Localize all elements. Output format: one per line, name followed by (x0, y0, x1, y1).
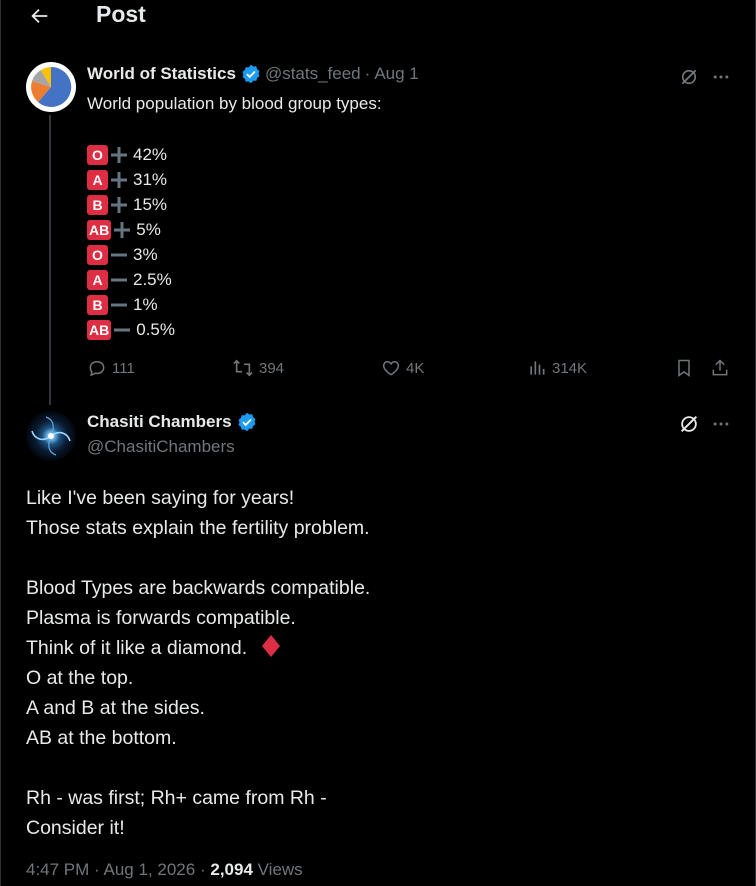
blood-type-list (87, 142, 175, 342)
timestamp-date[interactable]: Aug 1, 2026 (103, 860, 196, 879)
grok-icon (678, 413, 700, 435)
blood-type-badge: A (87, 270, 108, 290)
share-button[interactable] (710, 358, 730, 378)
heavy-plus-icon (108, 196, 130, 214)
reply-button[interactable] (87, 358, 135, 378)
thread-line (49, 115, 51, 405)
more-icon (711, 414, 731, 434)
blood-type-percent: 1% (133, 294, 158, 314)
tweet1-author-name[interactable]: World of Statistics (87, 64, 236, 83)
tweet2-author-name[interactable]: Chasiti Chambers (87, 412, 232, 431)
blood-type-badge: O (87, 145, 108, 165)
grok-button[interactable] (677, 412, 701, 436)
bookmark-button[interactable] (674, 358, 694, 378)
tweet2-text (26, 483, 726, 843)
blood-type-row (87, 242, 175, 267)
tweet2-header (87, 412, 261, 432)
tweet1-date[interactable]: Aug 1 (374, 64, 419, 83)
like-count: 4K (406, 359, 425, 377)
tweet1-handle[interactable]: @stats_feed (264, 64, 361, 83)
timestamp-time[interactable]: 4:47 PM (26, 860, 90, 879)
tweet1-action-bar (87, 358, 737, 380)
tweet1-header (87, 64, 419, 84)
like-button[interactable] (381, 358, 424, 378)
tweet2-timestamp (26, 860, 303, 880)
reply-icon (87, 358, 107, 378)
blood-type-percent: 15% (133, 194, 168, 214)
tweet-text-line: O at the top. (26, 667, 134, 689)
heavy-minus-icon (111, 321, 133, 339)
pie-chart-avatar-icon (29, 65, 73, 109)
reply-count: 111 (112, 359, 135, 377)
tweet-text-line: Blood Types are backwards compatible. (26, 577, 371, 599)
blood-type-percent: 31% (133, 169, 168, 189)
tweet2-handle[interactable]: @ChasitiChambers (87, 437, 235, 456)
blood-type-badge: A (87, 170, 108, 190)
repost-count: 394 (259, 359, 285, 377)
blood-type-row (87, 217, 175, 242)
heavy-minus-icon (108, 246, 130, 264)
blood-type-row (87, 292, 175, 317)
views-icon (527, 358, 547, 378)
blood-type-row (87, 142, 175, 167)
blood-type-badge: O (87, 245, 108, 265)
grok-button[interactable] (677, 65, 701, 89)
blood-type-row (87, 167, 175, 192)
tweet-text-line: AB at the bottom. (26, 727, 177, 749)
verified-badge-icon (237, 412, 257, 432)
tweet-text-line (26, 543, 726, 573)
avatar-chasiti-chambers[interactable] (26, 411, 76, 461)
views-label: Views (257, 860, 303, 879)
tweet-text-line: Like I've been saying for years! (26, 487, 295, 509)
blood-type-badge: AB (89, 321, 110, 338)
tweet-text-line (26, 753, 726, 783)
avatar-world-of-statistics[interactable] (26, 62, 76, 112)
tweet-text-line: Think of it like a diamond. (26, 637, 248, 659)
blood-type-percent: 42% (133, 144, 168, 164)
repost-button[interactable] (232, 358, 284, 378)
blood-type-percent: 3% (133, 244, 158, 264)
views-button[interactable] (527, 358, 587, 378)
repost-icon (232, 358, 254, 378)
back-button[interactable] (25, 2, 53, 30)
views-count: 314K (552, 359, 588, 377)
heavy-minus-icon (108, 271, 130, 289)
red-diamond-icon (261, 634, 281, 658)
blood-type-badge: AB (89, 221, 110, 238)
heavy-plus-icon (111, 221, 133, 239)
tweet-text-line: Plasma is forwards compatible. (26, 607, 296, 629)
heavy-plus-icon (108, 146, 130, 164)
galaxy-avatar-icon (26, 411, 76, 461)
tweet-text-line: Those stats explain the fertility problem. (26, 517, 370, 539)
tweet1-text: World population by blood group types: (87, 94, 382, 113)
blood-type-row (87, 192, 175, 217)
tweet-text-line: Rh - was first; Rh+ came from Rh - (26, 787, 327, 809)
share-icon (710, 358, 730, 378)
more-icon (711, 67, 731, 87)
heavy-minus-icon (108, 296, 130, 314)
blood-type-row (87, 267, 175, 292)
tweet-text-line-with-diamond (26, 633, 726, 663)
blood-type-row (87, 317, 175, 342)
verified-badge-icon (241, 64, 261, 84)
blood-type-badge: B (87, 195, 108, 215)
tweet-text-line: Consider it! (26, 817, 125, 839)
separator-dot: · (199, 860, 206, 879)
heart-icon (381, 358, 401, 378)
page-title: Post (96, 1, 146, 27)
view-count: 2,094 (210, 860, 253, 879)
separator-dot: · (364, 64, 371, 83)
more-options-button[interactable] (709, 412, 733, 436)
grok-icon (679, 67, 699, 87)
bookmark-icon (674, 358, 694, 378)
separator-dot: · (94, 860, 100, 879)
page-header (1, 0, 756, 34)
tweet-text-line: A and B at the sides. (26, 697, 205, 719)
more-options-button[interactable] (709, 65, 733, 89)
blood-type-percent: 0.5% (136, 319, 175, 339)
blood-type-badge: B (87, 295, 108, 315)
arrow-left-icon (28, 5, 50, 27)
blood-type-percent: 5% (136, 219, 161, 239)
blood-type-percent: 2.5% (133, 269, 172, 289)
heavy-plus-icon (108, 171, 130, 189)
